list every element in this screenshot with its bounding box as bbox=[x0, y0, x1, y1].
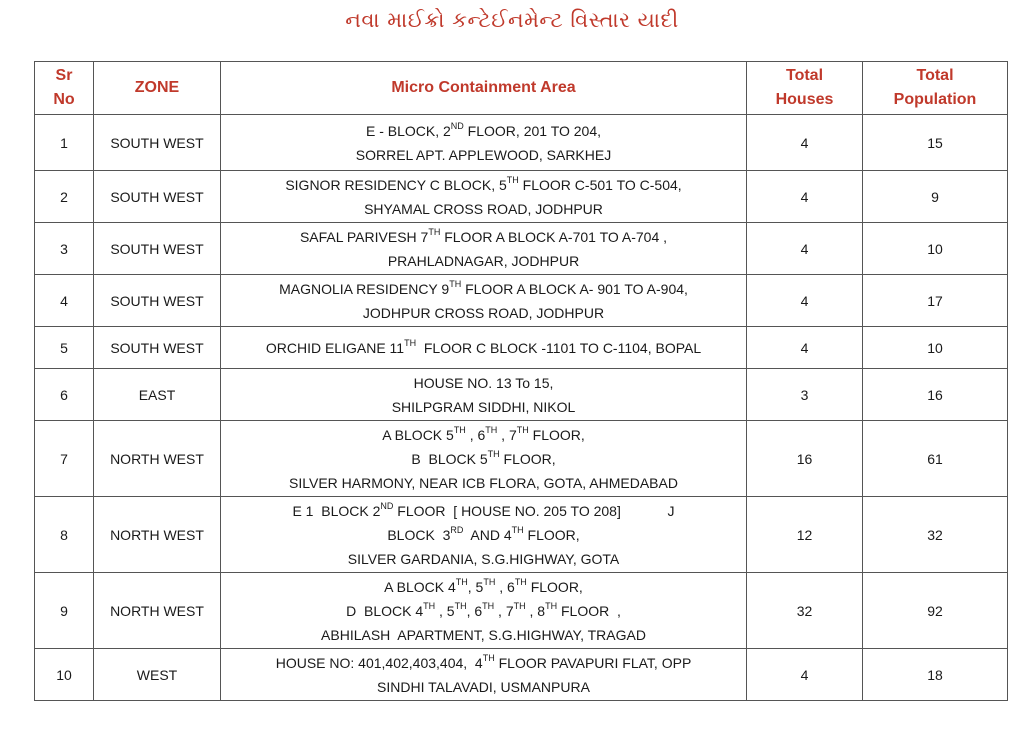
area-line: ORCHID ELIGANE 11TH FLOOR C BLOCK -1101 TO C-1104, BOPAL bbox=[265, 337, 702, 356]
zone-cell: SOUTH WEST bbox=[94, 171, 221, 223]
area-line: SIGNOR RESIDENCY C BLOCK, 5TH FLOOR C-501 TO C-504, bbox=[285, 174, 682, 193]
area-cell bbox=[221, 421, 747, 497]
sr-no-cell: 10 bbox=[35, 649, 94, 701]
sr-no-cell: 8 bbox=[35, 497, 94, 573]
area-cell bbox=[221, 649, 747, 701]
zone-cell: NORTH WEST bbox=[94, 497, 221, 573]
sr-no-cell: 4 bbox=[35, 275, 94, 327]
area-line: SILVER GARDANIA, S.G.HIGHWAY, GOTA bbox=[347, 550, 620, 567]
area-line: A BLOCK 5TH , 6TH , 7TH FLOOR, bbox=[382, 424, 585, 443]
area-cell bbox=[221, 497, 747, 573]
table-row bbox=[35, 573, 1008, 649]
zone-cell: SOUTH WEST bbox=[94, 115, 221, 171]
total-houses-cell: 4 bbox=[747, 649, 863, 701]
table-row bbox=[35, 497, 1008, 573]
zone-cell: NORTH WEST bbox=[94, 421, 221, 497]
containment-table bbox=[34, 61, 1008, 701]
zone-cell: SOUTH WEST bbox=[94, 275, 221, 327]
total-houses-cell: 4 bbox=[747, 171, 863, 223]
table-row bbox=[35, 115, 1008, 171]
zone-cell: SOUTH WEST bbox=[94, 223, 221, 275]
total-houses-cell: 16 bbox=[747, 421, 863, 497]
area-cell bbox=[221, 275, 747, 327]
total-population-cell: 61 bbox=[863, 421, 1008, 497]
table-row bbox=[35, 649, 1008, 701]
header-sr-line-2: No bbox=[53, 91, 75, 108]
total-houses-cell: 4 bbox=[747, 223, 863, 275]
area-line: B BLOCK 5TH FLOOR, bbox=[411, 448, 556, 467]
header-sr-no bbox=[35, 62, 94, 115]
total-population-cell: 10 bbox=[863, 327, 1008, 369]
zone-cell: EAST bbox=[94, 369, 221, 421]
area-line: D BLOCK 4TH , 5TH, 6TH , 7TH , 8TH FLOOR , bbox=[346, 600, 621, 619]
table-row bbox=[35, 369, 1008, 421]
total-population-cell: 17 bbox=[863, 275, 1008, 327]
zone-cell: WEST bbox=[94, 649, 221, 701]
area-line: SORREL APT. APPLEWOOD, SARKHEJ bbox=[355, 146, 612, 163]
area-line: SHYAMAL CROSS ROAD, JODHPUR bbox=[364, 200, 603, 217]
area-line: MAGNOLIA RESIDENCY 9TH FLOOR A BLOCK A- 901 TO A-904, bbox=[279, 278, 688, 297]
total-houses-cell: 12 bbox=[747, 497, 863, 573]
table-row bbox=[35, 275, 1008, 327]
header-total-population bbox=[863, 62, 1008, 115]
area-line: JODHPUR CROSS ROAD, JODHPUR bbox=[362, 304, 605, 321]
area-line: SHILPGRAM SIDDHI, NIKOL bbox=[391, 398, 576, 415]
table-row bbox=[35, 223, 1008, 275]
sr-no-cell: 6 bbox=[35, 369, 94, 421]
area-line: BLOCK 3RD AND 4TH FLOOR, bbox=[387, 524, 580, 543]
total-population-cell: 9 bbox=[863, 171, 1008, 223]
zone-cell: SOUTH WEST bbox=[94, 327, 221, 369]
sr-no-cell: 1 bbox=[35, 115, 94, 171]
table-row bbox=[35, 327, 1008, 369]
area-line: A BLOCK 4TH, 5TH , 6TH FLOOR, bbox=[384, 576, 583, 595]
total-houses-cell: 3 bbox=[747, 369, 863, 421]
table-body bbox=[35, 115, 1008, 701]
header-total-houses bbox=[747, 62, 863, 115]
area-cell bbox=[221, 369, 747, 421]
area-line: PRAHLADNAGAR, JODHPUR bbox=[387, 252, 580, 269]
header-houses-line-1: Total bbox=[785, 67, 824, 84]
sr-no-cell: 3 bbox=[35, 223, 94, 275]
total-population-cell: 10 bbox=[863, 223, 1008, 275]
zone-cell: NORTH WEST bbox=[94, 573, 221, 649]
table-row bbox=[35, 421, 1008, 497]
header-zone: ZONE bbox=[94, 62, 221, 115]
total-houses-cell: 4 bbox=[747, 327, 863, 369]
table-row bbox=[35, 171, 1008, 223]
table-header-row bbox=[35, 62, 1008, 115]
total-population-cell: 15 bbox=[863, 115, 1008, 171]
sr-no-cell: 5 bbox=[35, 327, 94, 369]
area-line: SILVER HARMONY, NEAR ICB FLORA, GOTA, AHMEDABAD bbox=[289, 474, 678, 491]
total-houses-cell: 4 bbox=[747, 275, 863, 327]
area-line: SAFAL PARIVESH 7TH FLOOR A BLOCK A-701 TO A-704 , bbox=[299, 226, 668, 245]
page-title: નવા માઈક્રો કન્ટેઈનમેન્ટ વિસ્તાર યાદી bbox=[345, 8, 679, 32]
total-houses-cell: 4 bbox=[747, 115, 863, 171]
total-population-cell: 18 bbox=[863, 649, 1008, 701]
area-cell bbox=[221, 327, 747, 369]
area-line: E - BLOCK, 2ND FLOOR, 201 TO 204, bbox=[365, 120, 602, 139]
header-population-line-2: Population bbox=[893, 91, 977, 108]
header-population-line-1: Total bbox=[916, 67, 954, 84]
header-houses-line-2: Houses bbox=[775, 91, 834, 108]
area-line: SINDHI TALAVADI, USMANPURA bbox=[377, 678, 590, 695]
sr-no-cell: 7 bbox=[35, 421, 94, 497]
header-sr-line-1: Sr bbox=[55, 67, 73, 84]
area-cell bbox=[221, 573, 747, 649]
area-line: ABHILASH APARTMENT, S.G.HIGHWAY, TRAGAD bbox=[321, 626, 646, 643]
total-population-cell: 92 bbox=[863, 573, 1008, 649]
area-cell bbox=[221, 223, 747, 275]
sr-no-cell: 9 bbox=[35, 573, 94, 649]
area-cell bbox=[221, 171, 747, 223]
sr-no-cell: 2 bbox=[35, 171, 94, 223]
header-area: Micro Containment Area bbox=[221, 62, 747, 115]
area-cell bbox=[221, 115, 747, 171]
total-population-cell: 16 bbox=[863, 369, 1008, 421]
area-line: HOUSE NO. 13 To 15, bbox=[413, 374, 554, 391]
area-line: HOUSE NO: 401,402,403,404, 4TH FLOOR PAVAPURI FLAT, OPP bbox=[275, 652, 692, 671]
total-population-cell: 32 bbox=[863, 497, 1008, 573]
area-line: E 1 BLOCK 2ND FLOOR [ HOUSE NO. 205 TO 208] J bbox=[292, 500, 675, 519]
total-houses-cell: 32 bbox=[747, 573, 863, 649]
